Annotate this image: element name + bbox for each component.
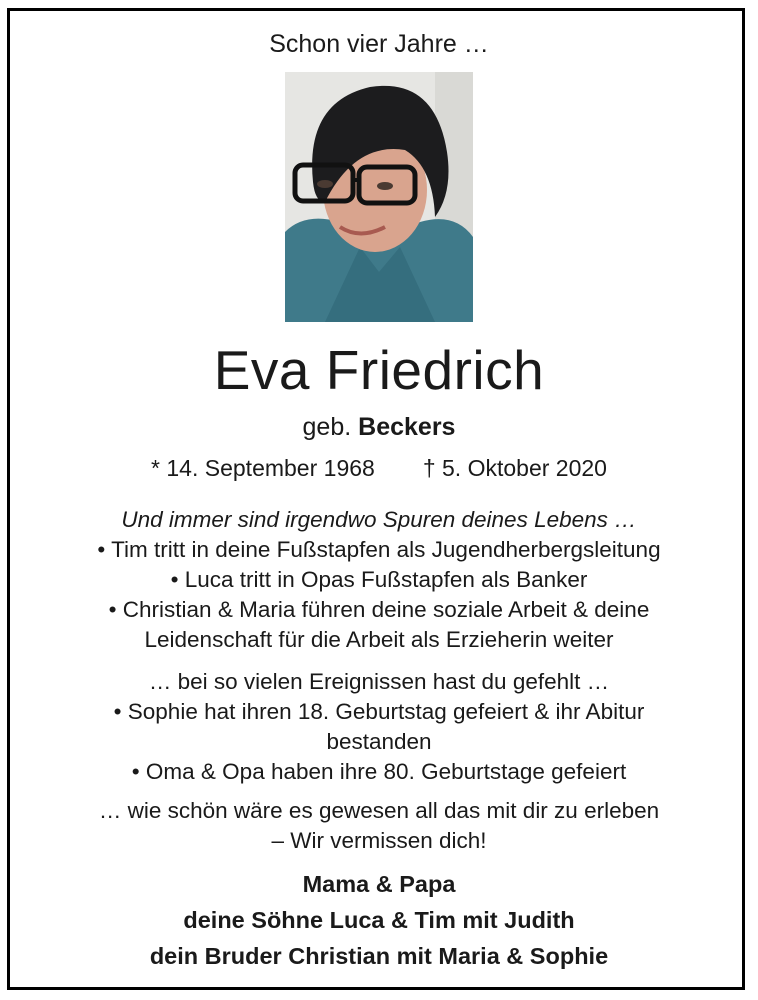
memory-line: Leidenschaft für die Arbeit als Erzieherin weiter [144, 627, 614, 652]
signature-line: Mama & Papa [302, 871, 456, 897]
birth-name-value: Beckers [358, 413, 456, 441]
signature-line: deine Söhne Luca & Tim mit Judith [183, 907, 575, 933]
memory-line: • Oma & Opa haben ihre 80. Geburtstage gefeiert [131, 759, 627, 784]
memory-line: • Christian & Maria führen deine soziale Arbeit & deine [108, 597, 650, 622]
memory-line: • Tim tritt in deine Fußstapfen als Jugendherbergsleitung [97, 537, 661, 562]
memory-section-3 [0, 796, 758, 856]
intro-text: Schon vier Jahre … [269, 30, 489, 58]
memory-line: • Luca tritt in Opas Fußstapfen als Banker [170, 567, 588, 592]
memory-heading-1: Und immer sind irgendwo Spuren deines Lebens … [121, 507, 637, 532]
life-dates [0, 455, 758, 482]
portrait-photo [285, 72, 473, 322]
birth-name-prefix: geb. [302, 413, 352, 441]
memory-line: … wie schön wäre es gewesen all das mit dir zu erleben [98, 798, 660, 823]
signatures [0, 866, 758, 974]
deceased-name: Eva Friedrich [213, 339, 545, 401]
signature-line: dein Bruder Christian mit Maria & Sophie [149, 943, 609, 969]
memory-line: bestanden [326, 729, 432, 754]
memory-line: • Sophie hat ihren 18. Geburtstag gefeiert & ihr Abitur [113, 699, 645, 724]
birth-date: * 14. September 1968 [151, 455, 375, 481]
birth-name [0, 413, 758, 442]
death-date: † 5. Oktober 2020 [422, 455, 607, 481]
memory-section-1 [0, 505, 758, 655]
memory-section-2 [0, 667, 758, 787]
memory-line: – Wir vermissen dich! [271, 828, 487, 853]
memory-heading-2: … bei so vielen Ereignissen hast du gefehlt … [148, 669, 610, 694]
